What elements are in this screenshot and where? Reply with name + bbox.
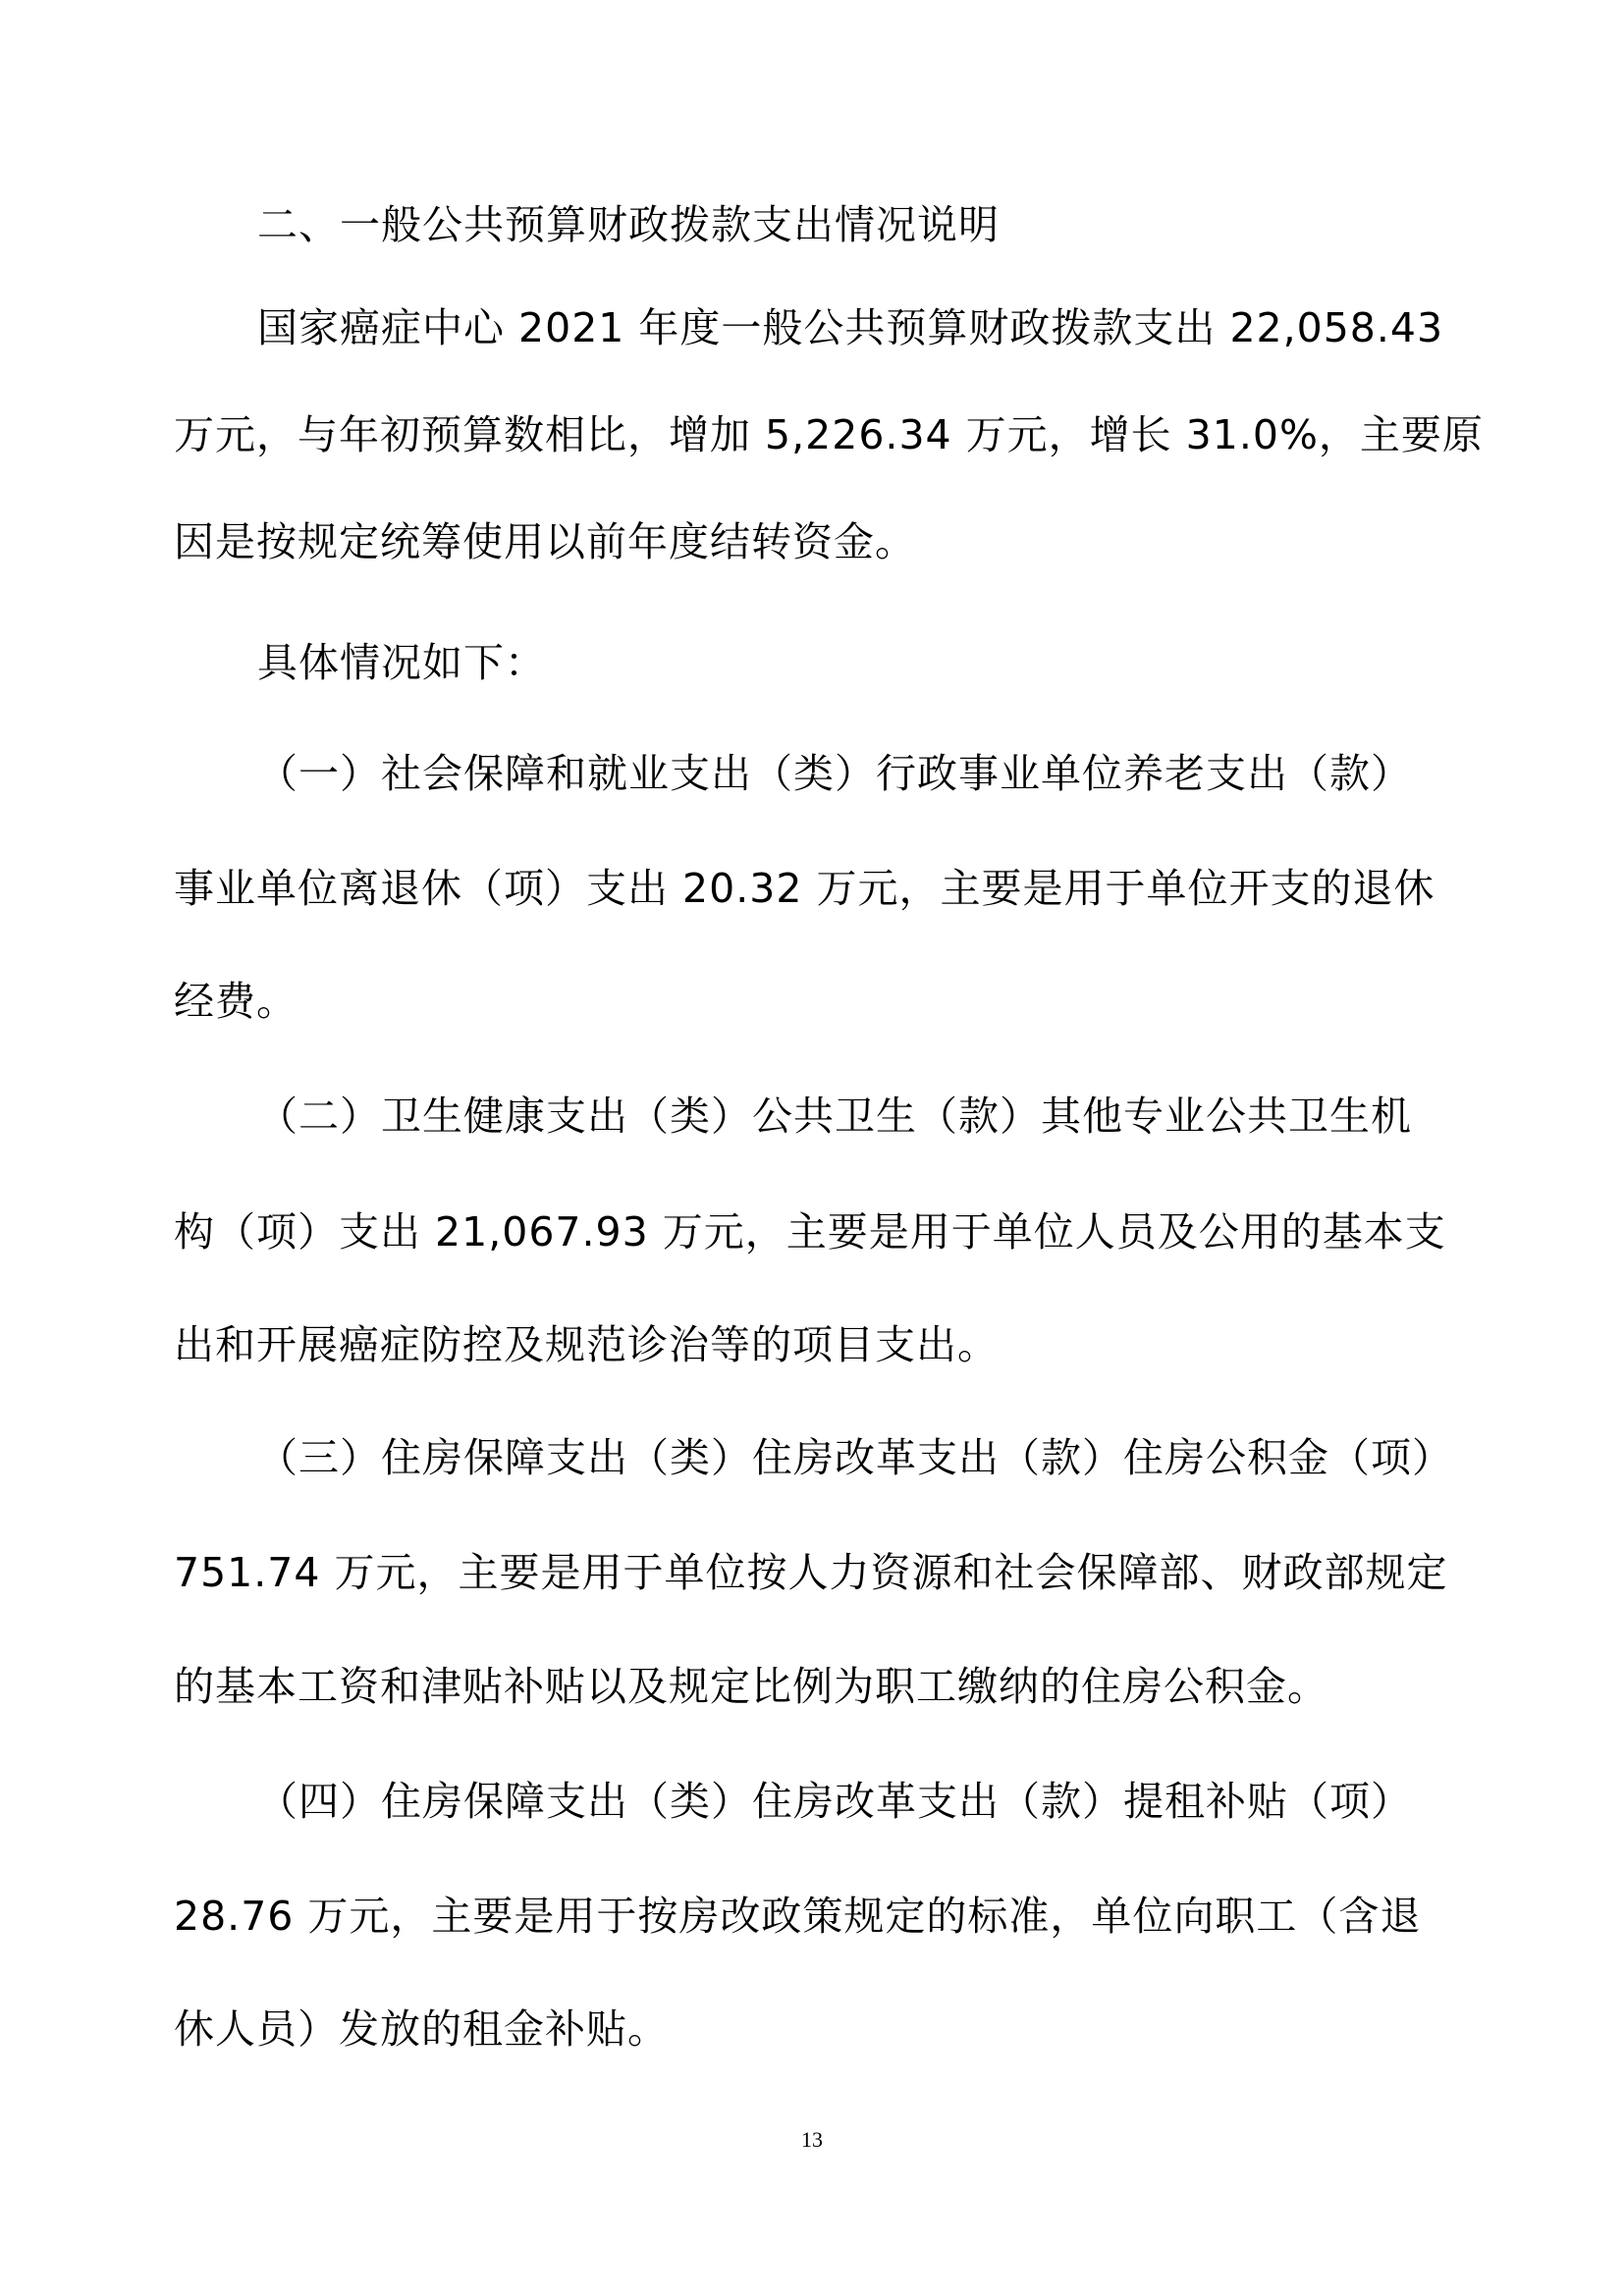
- paragraph-line: 经费。: [174, 978, 298, 1025]
- paragraph-line: 因是按规定统筹使用以前年度结转资金。: [174, 518, 916, 565]
- paragraph-line: 万元，与年初预算数相比，增加 5,226.34 万元，增长 31.0%，主要原: [174, 411, 1484, 458]
- section-heading: 二、一般公共预算财政拨款支出情况说明: [257, 201, 1000, 248]
- paragraph-line: 出和开展癌症防控及规范诊治等的项目支出。: [174, 1321, 999, 1368]
- paragraph-line: 事业单位离退休（项）支出 20.32 万元，主要是用于单位开支的退休: [174, 865, 1435, 912]
- paragraph-line: 休人员）发放的租金补贴。: [174, 2005, 669, 2053]
- paragraph-line: 构（项）支出 21,067.93 万元，主要是用于单位人员及公用的基本支: [174, 1208, 1446, 1255]
- paragraph-line: 28.76 万元，主要是用于按房改政策规定的标准，单位向职工（含退: [174, 1893, 1422, 1940]
- paragraph-line: 的基本工资和津贴补贴以及规定比例为职工缴纳的住房公积金。: [174, 1663, 1328, 1710]
- paragraph-line: （四）住房保障支出（类）住房改革支出（款）提租补贴（项）: [257, 1778, 1412, 1825]
- page-number: 13: [801, 2127, 823, 2152]
- paragraph-line: 国家癌症中心 2021 年度一般公共预算财政拨款支出 22,058.43: [257, 304, 1444, 351]
- paragraph-line: （三）住房保障支出（类）住房改革支出（款）住房公积金（项）: [257, 1434, 1453, 1481]
- paragraph-line: （一）社会保障和就业支出（类）行政事业单位养老支出（款）: [257, 750, 1412, 797]
- paragraph-line: 具体情况如下：: [257, 639, 546, 686]
- paragraph-line: （二）卫生健康支出（类）公共卫生（款）其他专业公共卫生机: [257, 1093, 1412, 1140]
- paragraph-line: 751.74 万元，主要是用于单位按人力资源和社会保障部、财政部规定: [174, 1549, 1448, 1596]
